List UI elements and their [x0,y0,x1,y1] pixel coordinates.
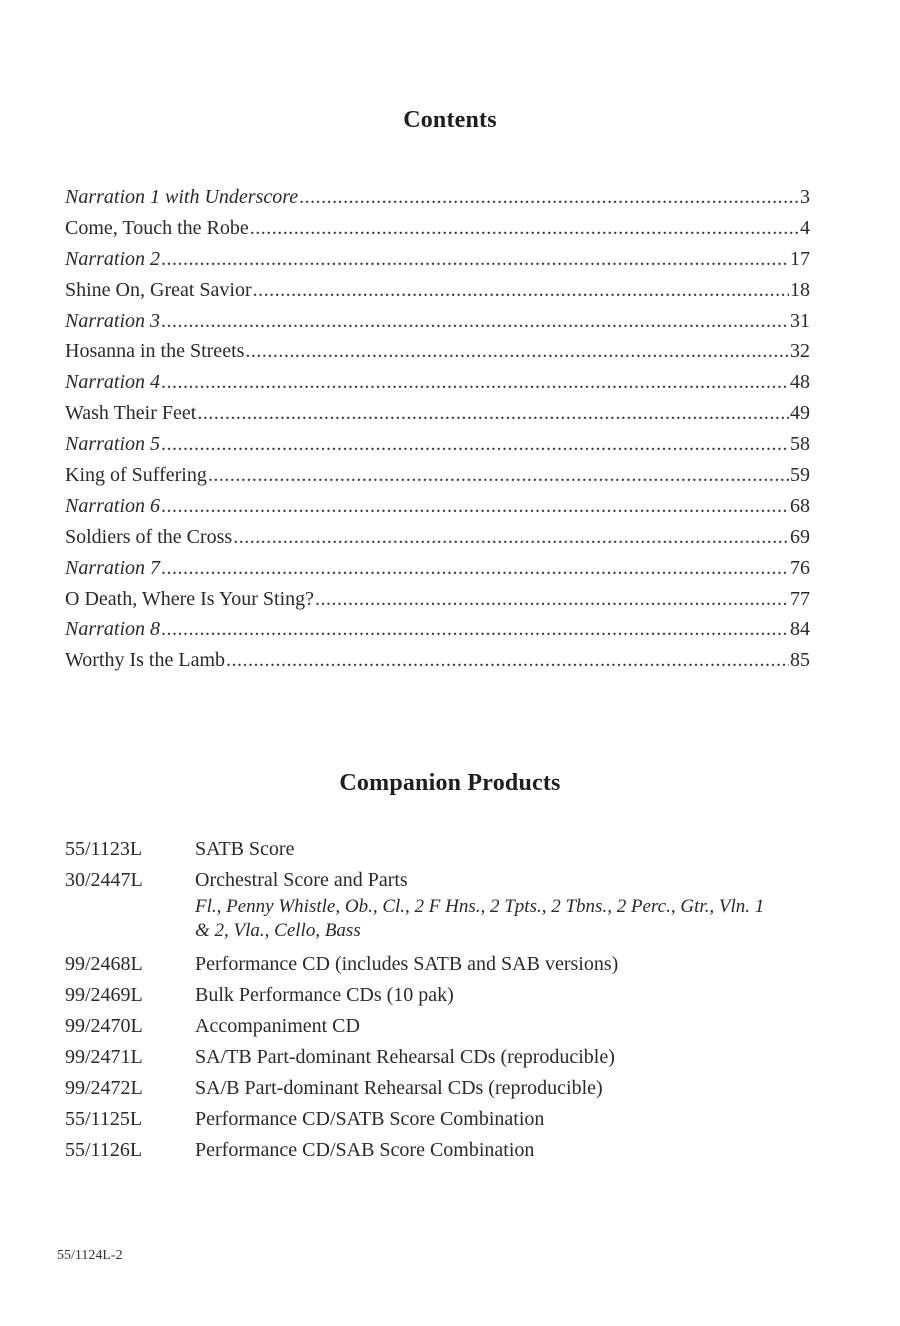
product-code: 55/1125L [65,1108,143,1130]
toc-entry-page: 69 [790,525,810,548]
product-row [65,1104,825,1135]
toc-entry-title: Wash Their Feet [65,402,197,425]
product-row [65,1073,825,1104]
toc-entry-page: 84 [790,618,810,641]
toc-entry-page: 85 [790,649,810,672]
toc-entry-title: King of Suffering [65,464,207,487]
dot-leader [161,495,789,518]
toc-entry [65,464,810,495]
product-description: SATB Score [195,838,295,860]
toc-entry-title: Narration 5 [65,433,161,456]
companion-products-list [65,834,825,1166]
dot-leader [161,433,789,456]
product-description: Performance CD/SAB Score Combination [195,1139,535,1161]
toc-entry [65,371,810,402]
product-description: SA/TB Part-dominant Rehearsal CDs (reproducible) [195,1046,615,1068]
companion-products-heading: Companion Products [339,770,561,796]
product-code: 99/2469L [65,984,143,1006]
toc-entry [65,186,810,217]
toc-entry [65,248,810,279]
toc-entry-page: 3 [800,186,810,208]
product-description: Performance CD (includes SATB and SAB versions) [195,953,619,975]
toc-entry [65,279,810,310]
toc-entry [65,588,810,619]
product-code: 99/2468L [65,953,143,975]
product-row [65,980,825,1011]
toc-entry-page: 48 [790,371,810,394]
toc-entry [65,310,810,341]
toc-entry-title: Come, Touch the Robe [65,216,249,239]
dot-leader [197,402,789,425]
product-row [65,834,825,865]
dot-leader [253,279,789,302]
toc-entry-page: 77 [790,587,810,610]
toc-entry [65,557,810,588]
product-code: 30/2447L [65,869,143,891]
toc-entry [65,433,810,464]
product-row [65,1135,825,1166]
product-description: Accompaniment CD [195,1015,360,1037]
toc-entry [65,495,810,526]
dot-leader [245,340,789,363]
product-code: 55/1123L [65,838,143,860]
dot-leader [161,248,789,271]
toc-entry-page: 59 [790,464,810,487]
product-description: Performance CD/SATB Score Combination [195,1108,545,1130]
toc-entry-page: 76 [790,556,810,579]
dot-leader [161,557,789,580]
toc-entry [65,340,810,371]
toc-entry-title: Narration 8 [65,618,161,641]
toc-entry [65,649,810,680]
product-description: Bulk Performance CDs (10 pak) [195,984,454,1006]
dot-leader [299,186,799,209]
product-code: 99/2470L [65,1015,143,1037]
dot-leader [250,217,799,240]
toc-entry [65,402,810,433]
dot-leader [226,649,789,672]
dot-leader [315,588,789,611]
toc-entry-title: Narration 4 [65,371,161,394]
toc-entry-page: 4 [800,216,810,239]
product-row [65,949,825,980]
page-code: 55/1124L-2 [57,1248,123,1263]
toc-entry-page: 68 [790,494,810,517]
toc-entry-title: Hosanna in the Streets [65,340,245,363]
toc-entry-title: Shine On, Great Savior [65,278,252,301]
product-row [65,865,825,896]
table-of-contents [65,186,810,680]
toc-entry [65,618,810,649]
product-code: 99/2472L [65,1077,143,1099]
product-code: 99/2471L [65,1046,143,1068]
product-code: 55/1126L [65,1139,143,1161]
toc-entry-page: 49 [790,402,810,425]
toc-entry-title: Narration 6 [65,494,161,517]
toc-entry-page: 31 [790,309,810,332]
product-row [65,1011,825,1042]
toc-entry-page: 17 [790,247,810,270]
toc-entry-page: 18 [790,278,810,301]
toc-entry [65,526,810,557]
dot-leader [208,464,789,487]
product-description: Orchestral Score and Parts [195,869,408,891]
toc-entry-title: Narration 7 [65,556,161,579]
dot-leader [233,526,789,549]
dot-leader [161,310,789,333]
product-description: SA/B Part-dominant Rehearsal CDs (reproducible) [195,1077,603,1099]
product-row [65,1042,825,1073]
product-note: Fl., Penny Whistle, Ob., Cl., 2 F Hns., 2 Tpts., 2 Tbns., 2 Perc., Gtr., Vln. 1 & 2, Vla., Cello, Bass [195,896,765,941]
toc-entry-title: Narration 1 with Underscore [65,186,299,208]
toc-entry-page: 58 [790,433,810,456]
toc-entry-page: 32 [790,340,810,363]
toc-entry-title: O Death, Where Is Your Sting? [65,587,315,610]
toc-entry-title: Narration 3 [65,309,161,332]
toc-entry-title: Soldiers of the Cross [65,525,233,548]
contents-heading: Contents [403,107,497,133]
toc-entry-title: Narration 2 [65,247,161,270]
toc-entry [65,217,810,248]
toc-entry-title: Worthy Is the Lamb [65,649,226,672]
dot-leader [161,618,789,641]
dot-leader [161,371,789,394]
